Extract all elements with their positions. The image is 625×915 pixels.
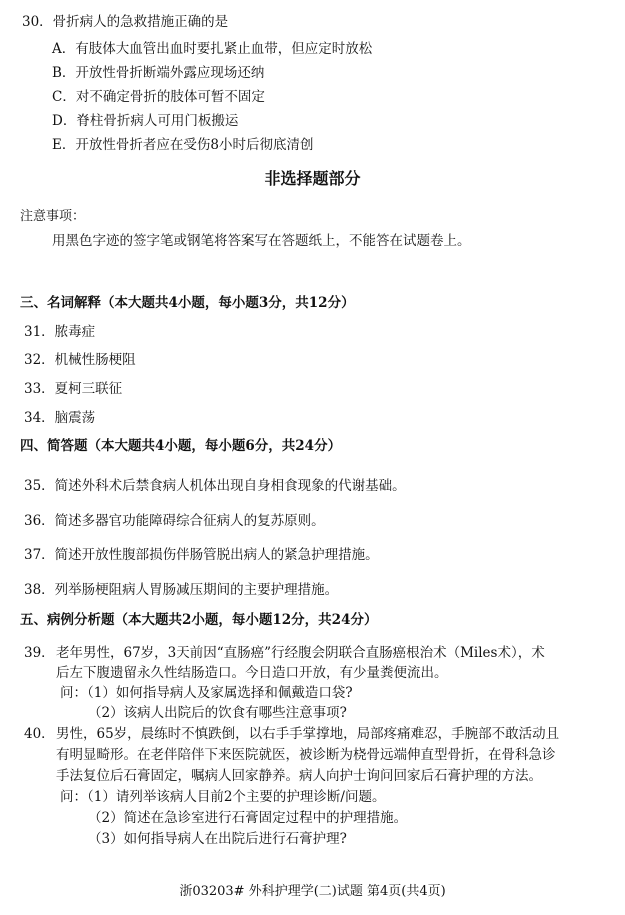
section-4-heading: 四、简答题（本大题共4小题，每小题6分，共24分）: [20, 438, 342, 454]
question-36: 36．简述多器官功能障碍综合征病人的复苏原则。: [24, 513, 325, 529]
question-32: 32．机械性肠梗阻: [24, 352, 136, 368]
question-40-sub-2: （2）简述在急诊室进行石膏固定过程中的护理措施。: [88, 810, 408, 826]
notes-label: 注意事项：: [20, 209, 86, 224]
question-39-sub-2: （2）该病人出院后的饮食有哪些注意事项?: [88, 705, 347, 721]
question-39-sub-1: 问：（1）如何指导病人及家属选择和佩戴造口袋?: [60, 685, 353, 701]
page-footer: 浙03203# 外科护理学(二)试题 第4页(共4页): [179, 884, 446, 899]
question-38: 38．列举肠梗阻病人胃肠减压期间的主要护理措施。: [24, 582, 339, 598]
question-35: 35．简述外科术后禁食病人机体出现自身相食现象的代谢基础。: [24, 478, 406, 494]
question-30-option-a: A．有肢体大血管出血时要扎紧止血带，但应定时放松: [52, 41, 373, 57]
question-40-sub-1: 问：（1）请列举该病人目前2个主要的护理诊断/问题。: [60, 789, 386, 805]
question-30-option-c: C．对不确定骨折的肢体可暂不固定: [52, 89, 265, 105]
question-40-number: 40．: [24, 726, 55, 742]
part-title: 非选择题部分: [264, 169, 361, 188]
question-30-option-e: E．开放性骨折者应在受伤8小时后彻底清创: [52, 137, 314, 153]
question-40-line-3: 手法复位后石膏固定，嘱病人回家静养。病人向护士询问回家后石膏护理的方法。: [56, 768, 542, 784]
section-5-heading: 五、病例分析题（本大题共2小题，每小题12分，共24分）: [20, 612, 378, 628]
question-31: 31．脓毒症: [24, 324, 96, 340]
question-39-line-1: 老年男性，67岁，3天前因“直肠癌”行经腹会阴联合直肠癌根治术（Miles术），术: [56, 645, 545, 661]
question-30-option-d: D．脊柱骨折病人可用门板搬运: [52, 113, 239, 129]
question-40-line-1: 男性，65岁，晨练时不慎跌倒，以右手手掌撑地，局部疼痛难忍，手腕部不敢活动且: [56, 726, 560, 742]
notes-text: 用黑色字迹的签字笔或钢笔将答案写在答题纸上，不能答在试题卷上。: [52, 233, 471, 249]
question-37: 37．简述开放性腹部损伤伴肠管脱出病人的紧急护理措施。: [24, 547, 379, 563]
question-40-sub-3: （3）如何指导病人在出院后进行石膏护理?: [88, 831, 347, 847]
section-3-heading: 三、名词解释（本大题共4小题，每小题3分，共12分）: [20, 295, 355, 311]
question-34: 34．脑震荡: [24, 410, 96, 426]
question-30-stem: 30．骨折病人的急救措施正确的是: [22, 14, 229, 30]
question-33: 33．夏柯三联征: [24, 381, 123, 397]
question-30-option-b: B．开放性骨折断端外露应现场还纳: [52, 65, 265, 81]
question-39-line-2: 后左下腹遗留永久性结肠造口。今日造口开放，有少量粪便流出。: [56, 665, 448, 681]
question-40-line-2: 有明显畸形。在老伴陪伴下来医院就医，被诊断为桡骨远端伸直型骨折，在骨科急诊: [56, 747, 556, 763]
question-39-number: 39．: [24, 645, 55, 661]
